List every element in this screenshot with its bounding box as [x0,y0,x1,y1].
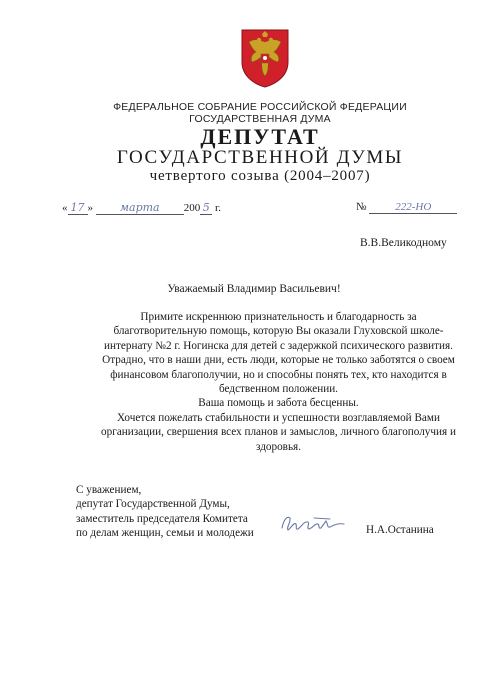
number-prefix: № [356,201,367,213]
body-line: Хочется пожелать стабильности и успешности возглавляемой Вами [117,411,440,424]
body-line: Примите искреннюю признательность и благодарность за [140,311,417,323]
coat-of-arms-icon [240,28,290,88]
body-line: бедственном положении. [219,383,338,396]
signer-name: Н.А.Останина [366,524,434,536]
body-line: благотворительную помощь, которую Вы оказали Глуховской школе- [113,325,444,338]
greeting: Уважаемый Владимир Васильевич! [167,283,341,295]
closing-block [76,483,254,541]
handwritten-signature [278,512,348,534]
closing-line: заместитель председателя Комитета [76,512,248,525]
document-subtitle: ГОСУДАРСТВЕННОЙ ДУМЫ [116,147,404,168]
document-title: ДЕПУТАТ [200,124,320,149]
date-year-suffix: 5 [200,201,212,215]
document-number [356,201,457,214]
closing-line: депутат Государственной Думы, [76,498,230,511]
date-quote-open: « [62,202,68,214]
date-year-prefix: 200 [183,202,201,214]
closing-line: С уважением, [76,484,142,496]
convocation-line: четвертого созыва (2004–2007) [149,168,371,184]
body-line: интернату №2 г. Ногинска для детей с задержкой психического развития. [104,339,453,352]
date-field [62,201,221,215]
recipient: В.В.Великодному [360,237,447,249]
body-line: Отрадно, что в наши дни, есть люди, которые не только заботятся о своем [102,354,455,367]
body-line: организации, свершения всех планов и замыслов, личного благополучия и [101,426,456,439]
closing-line: по делам женщин, семьи и молодежи [76,527,254,540]
body-line: здоровья. [255,440,302,453]
organization-line-2: ГОСУДАРСТВЕННАЯ ДУМА [189,113,331,125]
body-line: Ваша помощь и забота бесценны. [198,397,359,410]
organization-line-1: ФЕДЕРАЛЬНОЕ СОБРАНИЕ РОССИЙСКОЙ ФЕДЕРАЦИИ [113,101,407,113]
date-year-unit: г. [215,202,222,214]
date-month: марта [96,201,184,215]
date-day: 17 [68,201,88,215]
date-quote-close: » [87,202,93,214]
number-value: 222-НО [369,201,457,214]
body-line: финансовом благополучии, но и способны понять тех, кто находится в [110,368,447,381]
letter-body [96,310,461,454]
